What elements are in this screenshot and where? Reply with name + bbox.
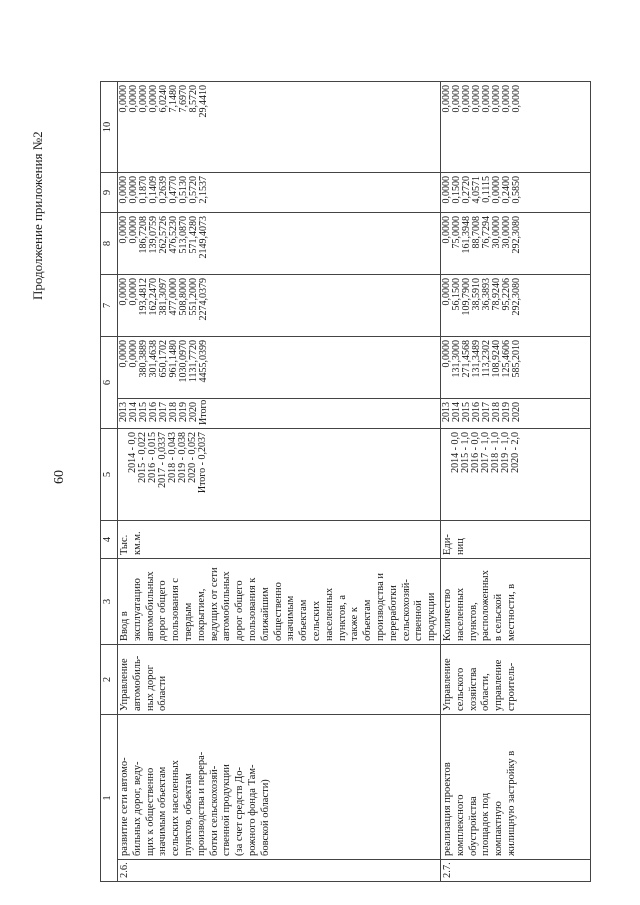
page-number: 60 xyxy=(52,470,67,484)
col-header-3: 3 xyxy=(101,559,118,645)
indicator-name: Количество населенных пунктов, расположенных в сельской местности, в xyxy=(440,559,590,645)
indicator-name: Ввод в эксплуатацию автомобильных дорог общего пользования с твердым покрытием, ведущих от сети автомобильных дорог общего пользования к ближайшим общественно значимым объектам сельских населенных пунктов, а также к объектам производства и переработки сельскохозяй- ственной продукции xyxy=(118,559,441,645)
measure-name: реализация проектов комплексного обустройства площадок под компактную жилищную застройку в xyxy=(440,715,590,860)
program-table xyxy=(100,81,591,882)
row-number: 2.7. xyxy=(440,860,590,882)
col-header-9: 9 xyxy=(101,173,118,213)
extrabudget-funding: 0,0000 0,0000 0,0000 0,0000 6,0240 7,1480 7,6970 8,5720 29,4410 xyxy=(118,82,441,173)
table-row xyxy=(118,82,441,882)
responsible-executor: Управление сельского хозяйства области, управление строитель- xyxy=(440,645,590,715)
years-list: 2013 2014 2015 2016 2017 2018 2019 2020 Итого xyxy=(118,399,441,429)
header-row xyxy=(101,82,118,882)
col-header-10: 10 xyxy=(101,82,118,173)
col-header-7: 7 xyxy=(101,275,118,337)
measure-name: развитие сети автомо- бильных дорог, веду- щих к общественно значимым объектам сельских населенных пунктов, объектам производства и перера- ботки сельскохозяй- ственной продукции (за счет средств До- рожного фонда Там- бовской области) xyxy=(118,715,441,860)
rotated-table-sheet xyxy=(100,82,628,882)
federal-funding: 0,0000 0,0000 193,4812 162,2470 381,3097 477,0000 508,8000 551,2000 2274,0379 xyxy=(118,275,441,337)
table-row xyxy=(440,82,590,882)
years-list: 2013 2014 2015 2016 2017 2018 2019 2020 xyxy=(440,399,590,429)
col-header-1: 1 xyxy=(101,715,118,882)
row-number: 2.6. xyxy=(118,860,441,882)
appendix-continuation-note: Продолжение приложения №2 xyxy=(30,131,45,300)
col-header-4: 4 xyxy=(101,521,118,559)
local-funding: 0,0000 0,0000 0,1870 0,1409 0,2639 0,4770 0,5130 0,5720 2,1537 xyxy=(118,173,441,213)
total-funding: 0,0000 131,3000 271,4568 131,3489 113,2302 108,9240 125,4606 585,2010 xyxy=(440,337,590,399)
unit-of-measure: Еди- ниц xyxy=(440,521,590,559)
federal-funding: 0,0000 56,1500 109,7900 38,5910 36,3893 78,9240 95,2206 292,3080 xyxy=(440,275,590,337)
local-funding: 0,0000 0,1500 0,2720 4,0571 0,1115 0,0000 0,2400 0,5850 xyxy=(440,173,590,213)
regional-funding: 0,0000 75,0000 161,3948 88,7008 76,7294 30,0000 30,0000 292,3080 xyxy=(440,213,590,275)
unit-of-measure: Тыс. км.м. xyxy=(118,521,441,559)
indicator-values: 2014 - 0,0 2015 - 1,0 2016 - 0,0 2017 - 1,0 2018 - 1,0 2019 - 1,0 2020 - 2,0 xyxy=(440,429,590,521)
col-header-6: 6 xyxy=(101,337,118,429)
col-header-2: 2 xyxy=(101,645,118,715)
regional-funding: 0,0000 0,0000 186,7208 139,0759 262,5726 476,5230 513,0870 571,4280 2149,4073 xyxy=(118,213,441,275)
col-header-5: 5 xyxy=(101,429,118,521)
col-header-8: 8 xyxy=(101,213,118,275)
responsible-executor: Управление автомобиль- ных дорог области xyxy=(118,645,441,715)
indicator-values: 2014 - 0,0 2015 - 0,022 2016 - 0,015 2017 - 0,0337 2018 - 0,043 2019 - 0,038 2020 - 0,052 Итого - 0,2037 xyxy=(118,429,441,521)
extrabudget-funding: 0,0000 0,0000 0,0000 0,0000 0,0000 0,0000 0,0000 0,0000 xyxy=(440,82,590,173)
total-funding: 0,0000 0,0000 380,3889 301,4638 650,1702 961,1480 1030,0970 1131,7720 4455,0399 xyxy=(118,337,441,399)
